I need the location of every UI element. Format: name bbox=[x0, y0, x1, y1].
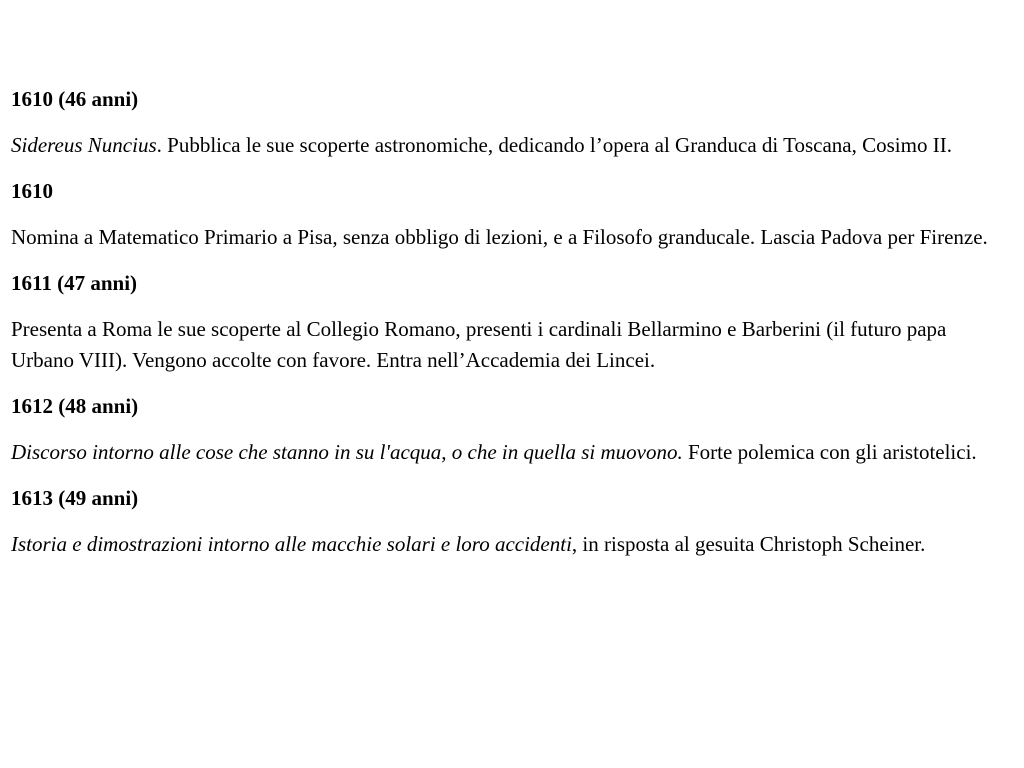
entry-text: Presenta a Roma le sue scoperte al Collegio Romano, presenti i cardinali Bellarmino e Barberini (il futuro papa Urbano VIII). Vengono accolte con favore. Entra nell’Accademia dei Lincei. bbox=[11, 317, 947, 372]
entry-year: 1610 bbox=[11, 179, 53, 203]
work-title: Istoria e dimostrazioni intorno alle macchie solari e loro accidenti bbox=[11, 532, 572, 556]
entry-text: . Pubblica le sue scoperte astronomiche, dedicando l’opera al Granduca di Toscana, Cosimo II. bbox=[156, 133, 952, 157]
work-title: Sidereus Nuncius bbox=[11, 133, 157, 157]
entry-year: 1613 (49 anni) bbox=[11, 486, 139, 510]
entry-description bbox=[11, 222, 1011, 253]
entry-description bbox=[11, 130, 1011, 161]
work-title: Discorso intorno alle cose che stanno in su l'acqua, o che in quella si muovono. bbox=[11, 440, 683, 464]
entry-description bbox=[11, 529, 1011, 560]
timeline-slide bbox=[11, 84, 1011, 575]
entry-description bbox=[11, 437, 1011, 468]
entry-text: Forte polemica con gli aristotelici. bbox=[682, 440, 977, 464]
entry-year: 1612 (48 anni) bbox=[11, 394, 139, 418]
entry-text: , in risposta al gesuita Christoph Scheiner. bbox=[571, 532, 926, 556]
entry-year: 1610 (46 anni) bbox=[11, 87, 139, 111]
entry-text: Nomina a Matematico Primario a Pisa, senza obbligo di lezioni, e a Filosofo granducale. Lascia Padova per Firenze. bbox=[11, 225, 988, 249]
entry-description bbox=[11, 314, 1011, 376]
entry-year: 1611 (47 anni) bbox=[11, 271, 138, 295]
